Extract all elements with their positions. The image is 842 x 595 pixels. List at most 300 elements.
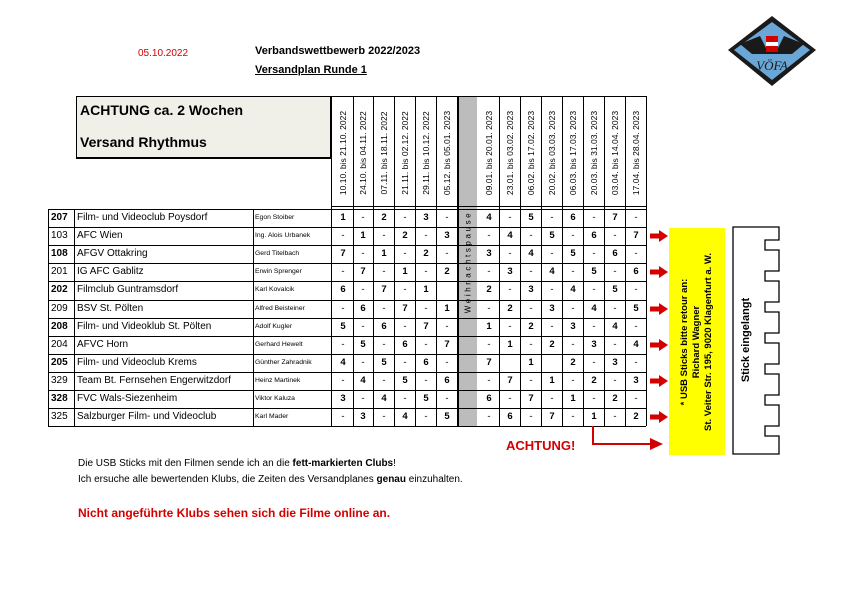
club-number: 328 [51,393,68,404]
period-header [479,100,499,206]
schedule-value: 5 [402,374,408,386]
schedule-value: 6 [633,266,639,278]
schedule-value: - [424,411,428,423]
schedule-value: - [613,411,617,423]
club-name: Film- und Videoclub Krems [77,356,197,368]
header-bottom-line [331,206,646,207]
schedule-value: 2 [528,320,534,332]
table-row [48,390,646,408]
schedule-value: 4 [360,374,366,386]
schedule-value: - [634,320,638,332]
return-line-1: * USB Sticks bitte retour an: [679,278,690,405]
period-header-text: 21.11. bis 02.12. 2022 [400,111,410,195]
schedule-value: 1 [340,212,346,223]
period-header [542,100,562,206]
schedule-value: 1 [528,356,534,368]
column-divider [562,96,563,426]
schedule-value: 6 [423,356,429,368]
schedule-value: 4 [340,356,346,368]
schedule-value: - [571,266,575,278]
return-line-2: Richard Wagner [691,305,702,378]
schedule-value: - [403,393,407,404]
club-number: 204 [51,338,68,350]
row-divider [48,300,646,301]
schedule-value: 7 [633,230,639,242]
contact-person: Alfred Beisteiner [255,304,305,312]
schedule-value: - [403,284,407,296]
schedule-value: - [445,320,449,332]
schedule-value: 6 [486,393,492,404]
schedule-value: 7 [340,248,346,260]
schedule-value: 6 [360,302,366,314]
column-divider [415,96,416,426]
schedule-value: 5 [570,248,576,260]
schedule-value [542,354,562,372]
schedule-value: 6 [444,374,450,386]
schedule-value: 5 [612,284,618,296]
footer-2c: einzuhalten. [405,474,463,485]
period-header [374,100,394,206]
schedule-value: 7 [402,302,408,314]
schedule-value: - [403,248,407,260]
schedule-value: - [361,248,365,260]
schedule-value: - [403,320,407,332]
column-divider [253,209,254,426]
schedule-value: 5 [591,266,597,278]
achtung-warning: ACHTUNG! [506,438,576,453]
schedule-value: 5 [528,212,534,223]
period-header-text: 20.03. bis 31.03. 2023 [589,110,599,196]
schedule-value: - [361,356,365,368]
table-row [48,372,646,390]
online-notice: Nicht angeführte Klubs sehen sich die Filme online an. [78,506,391,520]
header-top-line [331,96,646,97]
schedule-value: 3 [612,356,618,368]
table-row [48,263,646,281]
schedule-value: 1 [591,411,597,423]
schedule-value: - [424,266,428,278]
period-header [563,100,583,206]
schedule-value: 7 [444,338,450,350]
schedule-value: - [550,248,554,260]
schedule-value: 2 [402,230,408,242]
schedule-value: - [613,338,617,350]
schedule-value: 1 [549,374,555,386]
footer-2b: genau [376,474,406,485]
period-header-text: 17.04. bis 28.04. 2023 [631,110,641,196]
schedule-value: - [341,411,345,423]
footer-1a: Die USB Sticks mit den Filmen sende ich an die [78,458,293,469]
schedule-value: - [571,302,575,314]
schedule-value: - [341,374,345,386]
footer-2a: Ich ersuche alle bewertenden Klubs, die Zeiten des Versandplanes [78,474,377,485]
schedule-value: 6 [507,411,513,423]
period-header-text: 23.01. bis 03.02. 2023 [505,110,515,196]
footer-1b: fett-markierten Clubs [292,458,394,469]
contact-person: Karl Mader [255,413,289,421]
vofa-logo [726,14,818,88]
column-divider [394,96,395,426]
contact-person: Erwin Sprenger [255,268,302,276]
period-header [395,100,415,206]
schedule-value: 3 [340,393,346,404]
club-name: AFVC Horn [77,338,129,350]
red-arrow-icon [650,339,668,351]
club-number: 208 [51,320,68,332]
club-name: FVC Wals-Siezenheim [77,393,178,404]
schedule-value: 6 [402,338,408,350]
schedule-value: - [592,284,596,296]
period-header-text: 09.01. bis 20.01. 2023 [484,110,494,196]
warning-line-2: Versand Rhythmus [80,134,207,150]
schedule-value: 2 [570,356,576,368]
row-divider [48,390,646,391]
return-line-3: St. Veiter Str. 195, 9020 Klagenfurt a. W. [703,252,714,431]
period-header [521,100,541,206]
schedule-value: - [550,393,554,404]
schedule-value: 2 [381,212,387,223]
schedule-value: - [634,284,638,296]
period-header [605,100,625,206]
schedule-value: 3 [360,411,366,423]
schedule-value: - [613,302,617,314]
contact-person: Gerd Titelbach [255,250,300,258]
schedule-value: 7 [486,356,492,368]
schedule-value: - [445,356,449,368]
club-name: AFC Wien [77,230,123,242]
schedule-value: - [382,411,386,423]
schedule-value: 1 [381,248,387,260]
club-number: 209 [51,302,68,314]
contact-person: Viktor Kaluza [255,395,295,402]
schedule-value: 7 [360,266,366,278]
schedule-value: - [550,212,554,223]
schedule-value: - [529,338,533,350]
schedule-value: 3 [570,320,576,332]
document-subtitle: Versandplan Runde 1 [255,64,367,76]
club-name: Salzburger Film- und Videoclub [77,411,217,423]
footer-note-1 [78,458,396,469]
club-name: Film- und Videoklub St. Pölten [77,320,212,332]
schedule-value: 4 [612,320,618,332]
period-header-text: 20.02. bis 03.03. 2023 [547,110,557,196]
period-header [353,100,373,206]
period-header-text: 29.11. bis 10.12. 2022 [421,111,431,195]
schedule-value: - [341,266,345,278]
schedule-value: 3 [444,230,450,242]
schedule-value: - [487,266,491,278]
warning-line-1: ACHTUNG ca. 2 Wochen [80,102,244,118]
schedule-value: - [592,248,596,260]
schedule-value: - [487,338,491,350]
schedule-value: - [508,284,512,296]
schedule-value: 5 [381,356,387,368]
period-header-text: 06.03. bis 17.03. 2023 [568,110,578,196]
contact-person: Adolf Kugler [255,322,293,330]
club-number: 329 [51,374,68,386]
schedule-value: 2 [423,248,429,260]
schedule-value: - [550,320,554,332]
schedule-value: 4 [591,302,597,314]
schedule-value: - [424,230,428,242]
schedule-value: 3 [633,374,639,386]
schedule-value: 4 [528,248,534,260]
schedule-value: - [487,411,491,423]
period-header-text: 06.02. bis 17.02. 2023 [526,110,536,196]
schedule-value: - [382,266,386,278]
table-row [48,281,646,299]
schedule-value: - [341,302,345,314]
red-arrow-icon [650,411,668,423]
logo-text: VÖFA [756,58,788,73]
pause-label: Weihnachtspause [463,210,473,313]
schedule-value: - [508,393,512,404]
period-header [584,100,604,206]
footer-1c: ! [393,458,396,469]
schedule-value: - [613,374,617,386]
schedule-value: 2 [612,393,618,404]
schedule-value: 4 [402,411,408,423]
club-number: 205 [51,356,68,368]
schedule-value: 4 [486,212,492,223]
schedule-value: - [508,320,512,332]
red-arrow-icon [650,303,668,315]
schedule-value: - [382,230,386,242]
schedule-value: - [424,302,428,314]
period-header-text: 24.10. bis 04.11. 2022 [358,111,368,195]
return-address-text [679,253,715,431]
schedule-value: 2 [507,302,513,314]
schedule-value: 4 [570,284,576,296]
contact-person: Ing. Alois Urbanek [255,232,311,240]
contact-person: Egon Stoiber [255,214,295,221]
achtung-arrow-icon [588,424,668,454]
period-header-text: 03.04. bis 14.04. 2023 [610,110,620,196]
club-name: AFGV Ottakring [77,248,148,260]
club-name: IG AFC Gablitz [77,266,144,278]
schedule-value: - [445,212,449,223]
schedule-value: - [613,266,617,278]
schedule-value [500,354,520,372]
row-divider [48,245,646,246]
column-divider [458,96,459,426]
row-divider [48,426,646,427]
column-divider [499,96,500,426]
schedule-value: 3 [528,284,534,296]
schedule-value: 4 [549,266,555,278]
schedule-value: - [445,248,449,260]
row-divider [48,354,646,355]
schedule-value: 3 [486,248,492,260]
club-name: Film- und Videoclub Poysdorf [77,212,208,223]
column-divider [646,96,647,426]
column-divider [48,209,49,426]
club-number: 103 [51,230,68,242]
schedule-value: - [445,393,449,404]
schedule-value: 4 [507,230,513,242]
schedule-value: 6 [591,230,597,242]
schedule-value: - [550,284,554,296]
schedule-value: - [424,338,428,350]
schedule-value: - [403,356,407,368]
column-divider [541,96,542,426]
schedule-value: 4 [381,393,387,404]
footer-note-2 [78,474,463,485]
table-row [48,300,646,318]
schedule-value: - [571,374,575,386]
schedule-value: 1 [360,230,366,242]
schedule-value: 1 [486,320,492,332]
schedule-value: 1 [402,266,408,278]
schedule-value: 2 [549,338,555,350]
schedule-value: - [361,320,365,332]
schedule-value: - [571,338,575,350]
schedule-value: 1 [570,393,576,404]
club-number: 325 [51,411,68,423]
schedule-value: - [403,212,407,223]
schedule-value: - [361,393,365,404]
contact-person: Günther Zahradnik [255,358,312,366]
period-header-text: 05.12. bis 05.01. 2023 [442,110,452,196]
table-row [48,209,646,227]
red-arrow-icon [650,266,668,278]
schedule-value: 5 [423,393,429,404]
schedule-value: - [634,248,638,260]
schedule-value: 3 [423,212,429,223]
period-header [626,100,646,206]
schedule-value: - [634,393,638,404]
schedule-value: 2 [486,284,492,296]
schedule-value: 3 [507,266,513,278]
schedule-value: 4 [633,338,639,350]
club-name: Team Bt. Fernsehen Engerwitzdorf [77,374,231,386]
row-divider [48,372,646,373]
table-row [48,354,646,372]
schedule-value: - [592,320,596,332]
schedule-value: - [508,212,512,223]
schedule-value: - [361,212,365,223]
schedule-value: - [382,302,386,314]
schedule-value: 7 [612,212,618,223]
column-divider [331,96,332,426]
schedule-value: 2 [591,374,597,386]
schedule-value: 5 [633,302,639,314]
return-address-box [669,228,725,455]
schedule-value: - [487,374,491,386]
schedule-value: - [592,356,596,368]
document-date: 05.10.2022 [138,48,189,59]
schedule-value: 7 [549,411,555,423]
contact-person: Gerhard Hewelt [255,340,303,348]
period-header [333,100,353,206]
row-divider [48,281,646,282]
schedule-value: 1 [423,284,429,296]
row-divider [48,227,646,228]
column-divider [520,96,521,426]
row-divider [48,318,646,319]
schedule-value: - [382,374,386,386]
red-arrow-icon [650,375,668,387]
club-number: 207 [51,212,68,223]
document-title: Verbandswettbewerb 2022/2023 [255,45,421,57]
club-number: 108 [51,248,68,260]
schedule-value: 7 [423,320,429,332]
table-row [48,408,646,426]
column-divider [74,209,75,426]
schedule-value: - [529,266,533,278]
period-header [437,100,457,206]
schedule-value: - [508,248,512,260]
schedule-value: 3 [549,302,555,314]
schedule-value: - [634,356,638,368]
schedule-value: - [529,302,533,314]
column-divider [353,96,354,426]
schedule-value: - [529,230,533,242]
schedule-value: 5 [340,320,346,332]
club-name: Filmclub Guntramsdorf [77,284,179,296]
column-divider [373,96,374,426]
schedule-value: 3 [591,338,597,350]
schedule-value: 6 [381,320,387,332]
row-divider [48,336,646,337]
schedule-value: 5 [444,411,450,423]
schedule-value: 2 [444,266,450,278]
schedule-value: 7 [381,284,387,296]
club-name: BSV St. Pölten [77,302,144,314]
schedule-value: 5 [549,230,555,242]
schedule-value: 2 [633,411,639,423]
schedule-value: - [487,230,491,242]
period-header [500,100,520,206]
column-divider [604,96,605,426]
schedule-value: - [487,302,491,314]
table-row [48,318,646,336]
column-divider [583,96,584,426]
row-divider [48,408,646,409]
row-divider [48,209,646,210]
schedule-value: - [592,393,596,404]
schedule-value: - [634,212,638,223]
contact-person: Heinz Martinek [255,376,301,384]
schedule-value: 6 [340,284,346,296]
schedule-value: - [424,374,428,386]
schedule-value: - [592,212,596,223]
schedule-value: - [571,411,575,423]
row-divider [48,263,646,264]
club-number: 201 [51,266,68,278]
schedule-value: - [341,230,345,242]
club-number: 202 [51,284,68,296]
schedule-value: - [341,338,345,350]
schedule-value: - [529,374,533,386]
schedule-value: 6 [612,248,618,260]
column-divider [625,96,626,426]
schedule-value: - [613,230,617,242]
period-header-text: 07.11. bis 18.11. 2022 [379,111,389,195]
period-header-text: 10.10. bis 21.10. 2022 [338,110,348,196]
schedule-value: 7 [528,393,534,404]
table-row [48,336,646,354]
schedule-value: 6 [570,212,576,223]
red-arrow-icon [650,230,668,242]
schedule-value: - [571,230,575,242]
schedule-value: 5 [360,338,366,350]
schedule-value: 7 [507,374,513,386]
stick-received-label: Stick eingelangt [740,297,752,383]
schedule-value: 1 [507,338,513,350]
period-header [416,100,436,206]
schedule-value: 1 [444,302,450,314]
